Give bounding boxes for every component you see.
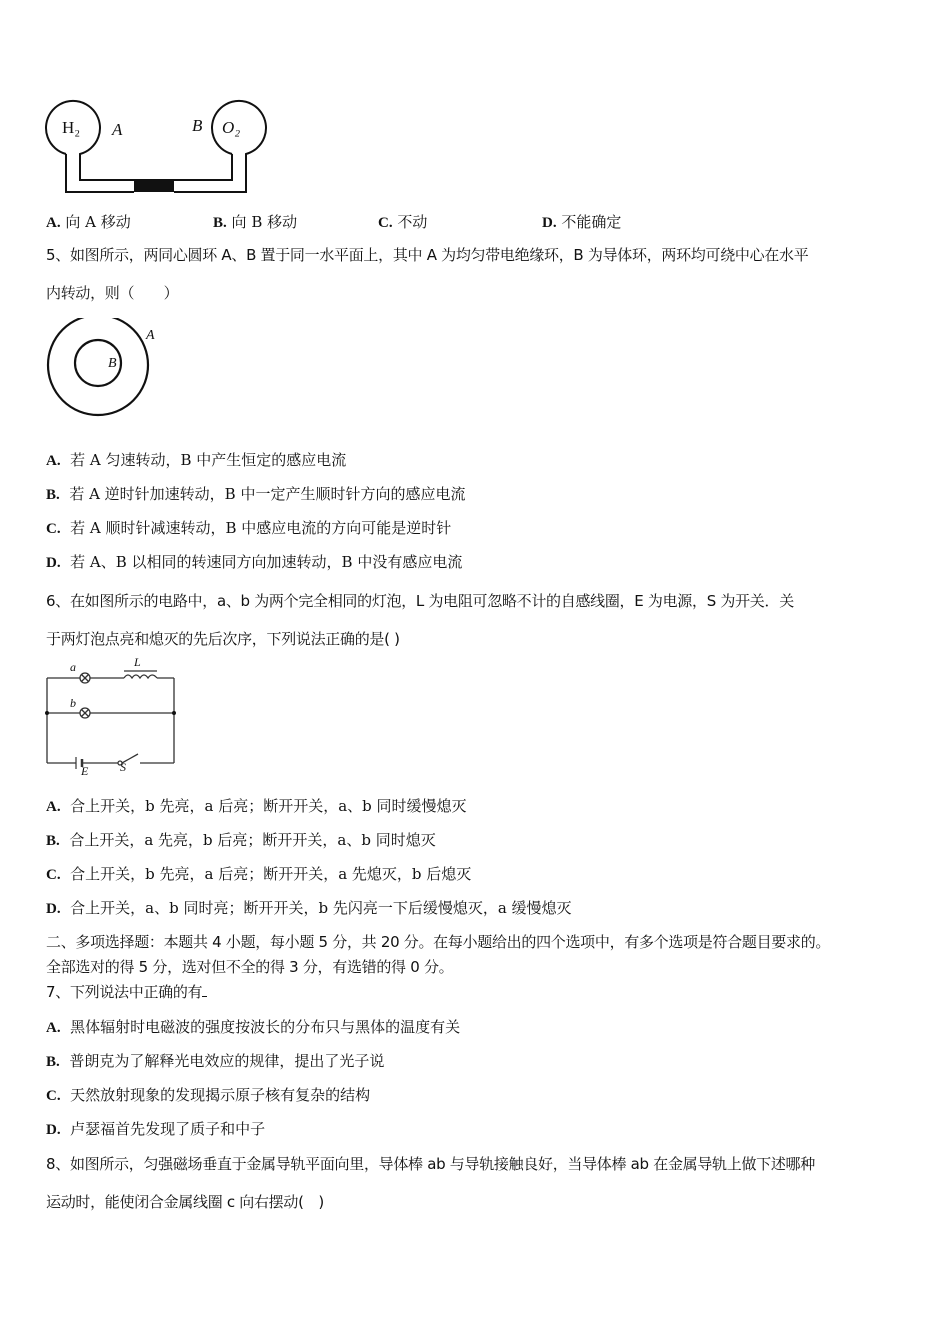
q6-stem-line2: 于两灯泡点亮和熄灭的先后次序，下列说法正确的是( ) xyxy=(46,630,400,648)
inductor-l-label: L xyxy=(134,655,141,669)
q6-option-b[interactable]: B. 合上开关，a 先亮，b 后亮；断开开关，a、b 同时熄灭 xyxy=(46,831,436,849)
lamp-a-label: a xyxy=(70,660,76,674)
q5-stem-line1: 5、如图所示，两同心圆环 A、B 置于同一水平面上，其中 A 为均匀带电绝缘环，B 为导体环，两环均可绕中心在水平 xyxy=(46,246,809,264)
q6-option-d[interactable]: D. 合上开关，a、b 同时亮；断开开关，b 先闪亮一下后缓慢熄灭，a 缓慢熄灭 xyxy=(46,899,572,917)
lamp-b-label: b xyxy=(70,696,76,710)
section2-heading-line2: 全部选对的得 5 分，选对但不全的得 3 分，有选错的得 0 分。 xyxy=(46,958,454,976)
q5-stem-line2: 内转动，则（ ） xyxy=(46,284,179,302)
q4-option-a[interactable]: A. 向 A 移动 xyxy=(46,213,131,231)
q7-option-b[interactable]: B. 普朗克为了解释光电效应的规律，提出了光子说 xyxy=(46,1052,385,1070)
h2-label: H₂ xyxy=(62,118,81,137)
q8-stem-line1: 8、如图所示，匀强磁场垂直于金属导轨平面向里，导体棒 ab 与导轨接触良好，当导体棒 ab 在金属导轨上做下述哪种 xyxy=(46,1155,815,1173)
switch-s-label: S xyxy=(120,760,126,774)
section2-heading-line1: 二、多项选择题：本题共 4 小题，每小题 5 分，共 20 分。在每小题给出的四个选项中，有多个选项是符合题目要求的。 xyxy=(46,933,831,951)
q4-option-b[interactable]: B. 向 B 移动 xyxy=(213,213,298,231)
outer-ring-a xyxy=(48,318,148,415)
mercury-plug xyxy=(134,180,174,192)
source-e-label: E xyxy=(81,764,89,778)
q4-figure xyxy=(44,96,274,196)
q5-figure xyxy=(46,318,166,418)
q5-option-a[interactable]: A. 若 A 匀速转动，B 中产生恒定的感应电流 xyxy=(46,451,347,469)
o2-label: O₂ xyxy=(222,118,241,137)
q6-option-c[interactable]: C. 合上开关，b 先亮，a 后亮；断开开关，a 先熄灭，b 后熄灭 xyxy=(46,865,472,883)
q5-option-c[interactable]: C. 若 A 顺时针减速转动，B 中感应电流的方向可能是逆时针 xyxy=(46,519,452,537)
q7-stem: 7、下列说法中正确的有 xyxy=(46,982,207,1002)
q4-option-d[interactable]: D. 不能确定 xyxy=(542,213,622,231)
q8-stem-line2: 运动时，能使闭合金属线圈 c 向右摆动( ) xyxy=(46,1193,324,1211)
q6-stem-line1: 6、在如图所示的电路中，a、b 为两个完全相同的灯泡，L 为电阻可忽略不计的自感线圈，E 为电源，S 为开关．关 xyxy=(46,592,794,610)
gas-flasks-diagram xyxy=(44,96,274,196)
q5-option-d[interactable]: D. 若 A、B 以相同的转速同方向加速转动，B 中没有感应电流 xyxy=(46,553,463,571)
q6-option-a[interactable]: A. 合上开关，b 先亮，a 后亮；断开开关，a、b 同时缓慢熄灭 xyxy=(46,797,467,815)
ring-a-label: A xyxy=(146,328,155,343)
q7-option-d[interactable]: D. 卢瑟福首先发现了质子和中子 xyxy=(46,1120,266,1138)
tag-b: B xyxy=(192,116,203,135)
tag-a: A xyxy=(112,120,123,139)
q4-option-c[interactable]: C. 不动 xyxy=(378,213,428,231)
q5-option-b[interactable]: B. 若 A 逆时针加速转动，B 中一定产生顺时针方向的感应电流 xyxy=(46,485,466,503)
q7-option-a[interactable]: A. 黑体辐射时电磁波的强度按波长的分布只与黑体的温度有关 xyxy=(46,1018,461,1036)
q6-figure xyxy=(44,655,184,780)
circuit-diagram xyxy=(44,658,184,780)
q7-option-c[interactable]: C. 天然放射现象的发现揭示原子核有复杂的结构 xyxy=(46,1086,371,1104)
ring-b-label: B xyxy=(108,356,117,371)
